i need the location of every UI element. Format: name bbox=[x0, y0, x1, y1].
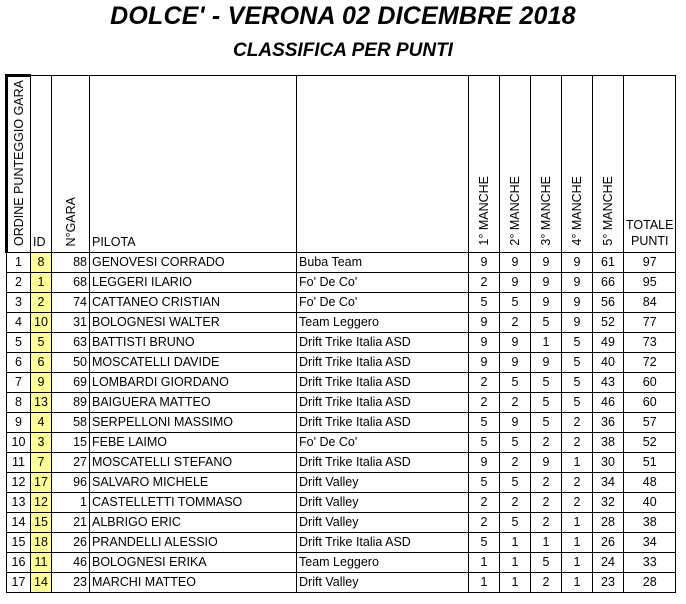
header-manche-2: 2° MANCHE bbox=[500, 76, 531, 253]
cell-pilota: BOLOGNESI ERIKA bbox=[90, 553, 297, 573]
cell-totale: 97 bbox=[624, 253, 676, 273]
cell-id: 18 bbox=[31, 533, 52, 553]
cell-ordine: 14 bbox=[7, 513, 31, 533]
header-id: ID bbox=[31, 76, 52, 253]
header-totale-line1: TOTALE bbox=[626, 218, 674, 232]
cell-manche-3: 9 bbox=[531, 253, 562, 273]
header-team bbox=[297, 76, 469, 253]
cell-manche-1: 1 bbox=[469, 573, 500, 593]
cell-pilota: SERPELLONI MASSIMO bbox=[90, 413, 297, 433]
cell-totale: 57 bbox=[624, 413, 676, 433]
cell-pilota: ALBRIGO ERIC bbox=[90, 513, 297, 533]
cell-manche-3: 5 bbox=[531, 393, 562, 413]
cell-ordine: 17 bbox=[7, 573, 31, 593]
cell-manche-4: 5 bbox=[562, 393, 593, 413]
cell-totale: 60 bbox=[624, 373, 676, 393]
cell-id: 5 bbox=[31, 333, 52, 353]
cell-manche-4: 5 bbox=[562, 333, 593, 353]
cell-manche-3: 1 bbox=[531, 533, 562, 553]
cell-manche-3: 5 bbox=[531, 413, 562, 433]
ranking-table bbox=[5, 74, 676, 593]
cell-id: 2 bbox=[31, 293, 52, 313]
cell-manche-3: 5 bbox=[531, 313, 562, 333]
cell-manche-1: 9 bbox=[469, 333, 500, 353]
page-subtitle: CLASSIFICA PER PUNTI bbox=[233, 40, 453, 61]
cell-manche-3: 2 bbox=[531, 473, 562, 493]
cell-team: Fo' De Co' bbox=[297, 433, 469, 453]
cell-manche-4: 5 bbox=[562, 353, 593, 373]
cell-id: 8 bbox=[31, 253, 52, 273]
cell-pilota: PRANDELLI ALESSIO bbox=[90, 533, 297, 553]
cell-team: Buba Team bbox=[297, 253, 469, 273]
cell-pilota: BATTISTI BRUNO bbox=[90, 333, 297, 353]
cell-ordine: 6 bbox=[7, 353, 31, 373]
cell-manche-5: 66 bbox=[593, 273, 624, 293]
cell-team: Drift Trike Italia ASD bbox=[297, 353, 469, 373]
cell-manche-2: 9 bbox=[500, 413, 531, 433]
cell-ngara: 50 bbox=[52, 353, 90, 373]
cell-manche-2: 2 bbox=[500, 453, 531, 473]
cell-manche-5: 49 bbox=[593, 333, 624, 353]
cell-id: 4 bbox=[31, 413, 52, 433]
cell-id: 17 bbox=[31, 473, 52, 493]
cell-manche-4: 9 bbox=[562, 273, 593, 293]
cell-manche-3: 2 bbox=[531, 573, 562, 593]
cell-ordine: 1 bbox=[7, 253, 31, 273]
cell-team: Drift Trike Italia ASD bbox=[297, 393, 469, 413]
table-header bbox=[7, 76, 676, 253]
cell-manche-5: 30 bbox=[593, 453, 624, 473]
cell-ordine: 7 bbox=[7, 373, 31, 393]
cell-totale: 52 bbox=[624, 433, 676, 453]
cell-manche-2: 9 bbox=[500, 333, 531, 353]
cell-manche-5: 40 bbox=[593, 353, 624, 373]
header-ordine: ORDINE PUNTEGGIO GARA bbox=[7, 76, 31, 253]
cell-ordine: 4 bbox=[7, 313, 31, 333]
cell-manche-5: 56 bbox=[593, 293, 624, 313]
cell-ordine: 5 bbox=[7, 333, 31, 353]
header-manche-1: 1° MANCHE bbox=[469, 76, 500, 253]
cell-manche-2: 2 bbox=[500, 493, 531, 513]
cell-id: 3 bbox=[31, 433, 52, 453]
cell-manche-2: 5 bbox=[500, 433, 531, 453]
cell-totale: 95 bbox=[624, 273, 676, 293]
cell-totale: 60 bbox=[624, 393, 676, 413]
table-body bbox=[7, 253, 676, 593]
cell-ngara: 69 bbox=[52, 373, 90, 393]
cell-manche-3: 9 bbox=[531, 293, 562, 313]
cell-manche-1: 2 bbox=[469, 393, 500, 413]
cell-team: Team Leggero bbox=[297, 553, 469, 573]
cell-manche-2: 1 bbox=[500, 573, 531, 593]
cell-manche-5: 43 bbox=[593, 373, 624, 393]
cell-totale: 40 bbox=[624, 493, 676, 513]
cell-id: 15 bbox=[31, 513, 52, 533]
cell-ngara: 26 bbox=[52, 533, 90, 553]
cell-manche-4: 1 bbox=[562, 533, 593, 553]
cell-ordine: 16 bbox=[7, 553, 31, 573]
table-row bbox=[7, 253, 676, 273]
cell-ordine: 12 bbox=[7, 473, 31, 493]
table-row bbox=[7, 513, 676, 533]
cell-manche-5: 61 bbox=[593, 253, 624, 273]
cell-totale: 48 bbox=[624, 473, 676, 493]
cell-team: Drift Trike Italia ASD bbox=[297, 413, 469, 433]
cell-manche-3: 2 bbox=[531, 513, 562, 533]
cell-id: 14 bbox=[31, 573, 52, 593]
table-row bbox=[7, 333, 676, 353]
cell-manche-4: 1 bbox=[562, 553, 593, 573]
cell-manche-3: 9 bbox=[531, 273, 562, 293]
cell-pilota: LOMBARDI GIORDANO bbox=[90, 373, 297, 393]
cell-totale: 34 bbox=[624, 533, 676, 553]
cell-manche-5: 28 bbox=[593, 513, 624, 533]
page-title: DOLCE' - VERONA 02 DICEMBRE 2018 bbox=[110, 2, 576, 30]
cell-team: Drift Valley bbox=[297, 493, 469, 513]
cell-manche-3: 5 bbox=[531, 373, 562, 393]
cell-manche-4: 9 bbox=[562, 313, 593, 333]
table-row bbox=[7, 313, 676, 333]
cell-ngara: 31 bbox=[52, 313, 90, 333]
cell-manche-2: 1 bbox=[500, 553, 531, 573]
cell-pilota: MOSCATELLI DAVIDE bbox=[90, 353, 297, 373]
header-ngara: N°GARA bbox=[52, 76, 90, 253]
cell-ordine: 2 bbox=[7, 273, 31, 293]
cell-manche-3: 1 bbox=[531, 333, 562, 353]
cell-manche-3: 2 bbox=[531, 433, 562, 453]
cell-pilota: MARCHI MATTEO bbox=[90, 573, 297, 593]
cell-team: Team Leggero bbox=[297, 313, 469, 333]
cell-manche-1: 5 bbox=[469, 413, 500, 433]
cell-id: 9 bbox=[31, 373, 52, 393]
cell-totale: 84 bbox=[624, 293, 676, 313]
cell-ngara: 15 bbox=[52, 433, 90, 453]
cell-manche-4: 2 bbox=[562, 493, 593, 513]
cell-manche-5: 32 bbox=[593, 493, 624, 513]
cell-manche-5: 36 bbox=[593, 413, 624, 433]
cell-ordine: 8 bbox=[7, 393, 31, 413]
table-row bbox=[7, 393, 676, 413]
cell-manche-1: 2 bbox=[469, 493, 500, 513]
header-manche-4: 4° MANCHE bbox=[562, 76, 593, 253]
header-pilota: PILOTA bbox=[90, 76, 297, 253]
cell-manche-1: 2 bbox=[469, 513, 500, 533]
table-row bbox=[7, 293, 676, 313]
cell-totale: 51 bbox=[624, 453, 676, 473]
cell-manche-4: 1 bbox=[562, 513, 593, 533]
cell-team: Fo' De Co' bbox=[297, 273, 469, 293]
cell-id: 7 bbox=[31, 453, 52, 473]
cell-ngara: 89 bbox=[52, 393, 90, 413]
table-row bbox=[7, 273, 676, 293]
cell-team: Drift Valley bbox=[297, 473, 469, 493]
cell-id: 11 bbox=[31, 553, 52, 573]
table-row bbox=[7, 353, 676, 373]
cell-id: 13 bbox=[31, 393, 52, 413]
cell-totale: 77 bbox=[624, 313, 676, 333]
cell-manche-5: 23 bbox=[593, 573, 624, 593]
table-row bbox=[7, 453, 676, 473]
table-row bbox=[7, 553, 676, 573]
cell-manche-2: 2 bbox=[500, 393, 531, 413]
cell-manche-1: 2 bbox=[469, 373, 500, 393]
cell-manche-5: 46 bbox=[593, 393, 624, 413]
cell-manche-2: 5 bbox=[500, 473, 531, 493]
cell-ngara: 58 bbox=[52, 413, 90, 433]
cell-ngara: 1 bbox=[52, 493, 90, 513]
table-row bbox=[7, 473, 676, 493]
cell-manche-2: 9 bbox=[500, 253, 531, 273]
cell-team: Fo' De Co' bbox=[297, 293, 469, 313]
cell-manche-1: 9 bbox=[469, 253, 500, 273]
cell-manche-2: 5 bbox=[500, 373, 531, 393]
cell-manche-4: 9 bbox=[562, 293, 593, 313]
cell-team: Drift Trike Italia ASD bbox=[297, 333, 469, 353]
cell-pilota: BAIGUERA MATTEO bbox=[90, 393, 297, 413]
cell-pilota: GENOVESI CORRADO bbox=[90, 253, 297, 273]
cell-team: Drift Trike Italia ASD bbox=[297, 533, 469, 553]
cell-ordine: 15 bbox=[7, 533, 31, 553]
cell-totale: 28 bbox=[624, 573, 676, 593]
cell-manche-1: 5 bbox=[469, 293, 500, 313]
cell-ngara: 74 bbox=[52, 293, 90, 313]
cell-ordine: 3 bbox=[7, 293, 31, 313]
cell-manche-2: 5 bbox=[500, 513, 531, 533]
cell-pilota: MOSCATELLI STEFANO bbox=[90, 453, 297, 473]
cell-pilota: LEGGERI ILARIO bbox=[90, 273, 297, 293]
cell-ordine: 13 bbox=[7, 493, 31, 513]
cell-manche-3: 2 bbox=[531, 493, 562, 513]
cell-manche-4: 2 bbox=[562, 413, 593, 433]
cell-manche-4: 5 bbox=[562, 373, 593, 393]
cell-ngara: 46 bbox=[52, 553, 90, 573]
cell-manche-1: 9 bbox=[469, 453, 500, 473]
cell-manche-2: 9 bbox=[500, 353, 531, 373]
cell-pilota: CASTELLETTI TOMMASO bbox=[90, 493, 297, 513]
cell-manche-2: 2 bbox=[500, 313, 531, 333]
cell-manche-2: 1 bbox=[500, 533, 531, 553]
cell-team: Drift Valley bbox=[297, 573, 469, 593]
cell-ordine: 9 bbox=[7, 413, 31, 433]
cell-manche-5: 24 bbox=[593, 553, 624, 573]
cell-manche-5: 34 bbox=[593, 473, 624, 493]
cell-manche-1: 9 bbox=[469, 353, 500, 373]
cell-ngara: 21 bbox=[52, 513, 90, 533]
cell-manche-3: 9 bbox=[531, 353, 562, 373]
table-row bbox=[7, 413, 676, 433]
cell-pilota: FEBE LAIMO bbox=[90, 433, 297, 453]
cell-manche-4: 2 bbox=[562, 433, 593, 453]
cell-team: Drift Trike Italia ASD bbox=[297, 453, 469, 473]
cell-manche-4: 1 bbox=[562, 573, 593, 593]
cell-manche-1: 5 bbox=[469, 533, 500, 553]
cell-pilota: CATTANEO CRISTIAN bbox=[90, 293, 297, 313]
table-row bbox=[7, 493, 676, 513]
cell-id: 10 bbox=[31, 313, 52, 333]
cell-totale: 73 bbox=[624, 333, 676, 353]
cell-manche-5: 38 bbox=[593, 433, 624, 453]
cell-ordine: 11 bbox=[7, 453, 31, 473]
cell-ordine: 10 bbox=[7, 433, 31, 453]
cell-manche-4: 2 bbox=[562, 473, 593, 493]
header-totale bbox=[624, 76, 676, 253]
cell-ngara: 23 bbox=[52, 573, 90, 593]
header-totale-line2: PUNTI bbox=[630, 234, 669, 248]
cell-manche-3: 9 bbox=[531, 453, 562, 473]
cell-manche-3: 5 bbox=[531, 553, 562, 573]
cell-ngara: 68 bbox=[52, 273, 90, 293]
cell-manche-4: 9 bbox=[562, 253, 593, 273]
cell-manche-2: 5 bbox=[500, 293, 531, 313]
header-manche-5: 5° MANCHE bbox=[593, 76, 624, 253]
cell-totale: 72 bbox=[624, 353, 676, 373]
header-manche-3: 3° MANCHE bbox=[531, 76, 562, 253]
cell-manche-5: 26 bbox=[593, 533, 624, 553]
cell-team: Drift Trike Italia ASD bbox=[297, 373, 469, 393]
cell-manche-1: 1 bbox=[469, 553, 500, 573]
cell-totale: 33 bbox=[624, 553, 676, 573]
table-row bbox=[7, 373, 676, 393]
cell-pilota: BOLOGNESI WALTER bbox=[90, 313, 297, 333]
cell-manche-1: 5 bbox=[469, 473, 500, 493]
cell-ngara: 63 bbox=[52, 333, 90, 353]
cell-team: Drift Valley bbox=[297, 513, 469, 533]
cell-manche-4: 1 bbox=[562, 453, 593, 473]
cell-manche-1: 2 bbox=[469, 273, 500, 293]
cell-ngara: 96 bbox=[52, 473, 90, 493]
cell-ngara: 27 bbox=[52, 453, 90, 473]
cell-id: 6 bbox=[31, 353, 52, 373]
table-row bbox=[7, 573, 676, 593]
cell-id: 1 bbox=[31, 273, 52, 293]
cell-id: 12 bbox=[31, 493, 52, 513]
cell-manche-1: 5 bbox=[469, 433, 500, 453]
cell-manche-1: 9 bbox=[469, 313, 500, 333]
table-row bbox=[7, 433, 676, 453]
cell-pilota: SALVARO MICHELE bbox=[90, 473, 297, 493]
cell-totale: 38 bbox=[624, 513, 676, 533]
cell-manche-5: 52 bbox=[593, 313, 624, 333]
table-row bbox=[7, 533, 676, 553]
cell-ngara: 88 bbox=[52, 253, 90, 273]
cell-manche-2: 9 bbox=[500, 273, 531, 293]
